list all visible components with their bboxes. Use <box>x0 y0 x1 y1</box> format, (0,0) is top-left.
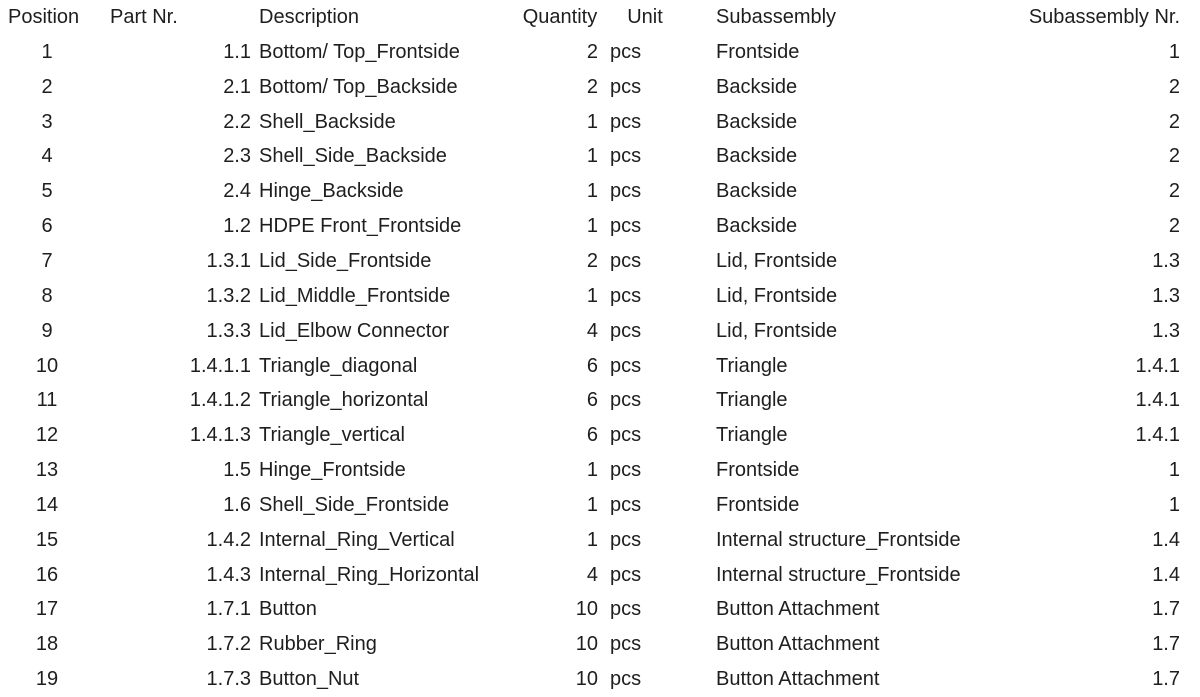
cell-subassembly: Lid, Frontside <box>716 249 838 272</box>
cell-part-nr: 2.2 <box>223 110 251 133</box>
cell-subassembly: Backside <box>716 180 798 203</box>
cell-unit: pcs <box>610 354 642 377</box>
cell-subassembly-nr: 1.7 <box>1152 668 1180 691</box>
cell-position: 8 <box>41 284 53 307</box>
cell-description: Hinge_Frontside <box>259 459 406 482</box>
cell-subassembly-nr: 1.4.1 <box>1135 354 1180 377</box>
table-row <box>0 139 1200 174</box>
cell-unit: pcs <box>610 145 642 168</box>
cell-description: Shell_Backside <box>259 110 396 133</box>
cell-subassembly: Triangle <box>716 354 788 377</box>
cell-description: Bottom/ Top_Frontside <box>259 40 460 63</box>
cell-position: 12 <box>35 424 59 447</box>
cell-position: 19 <box>35 668 59 691</box>
cell-subassembly: Lid, Frontside <box>716 319 838 342</box>
cell-subassembly: Triangle <box>716 424 788 447</box>
cell-part-nr: 1.4.1.3 <box>189 424 251 447</box>
cell-quantity: 2 <box>586 40 598 63</box>
cell-quantity: 10 <box>575 598 598 621</box>
cell-part-nr: 1.4.2 <box>206 528 251 551</box>
cell-part-nr: 2.3 <box>223 145 251 168</box>
cell-description: Lid_Side_Frontside <box>259 249 432 272</box>
cell-quantity: 1 <box>586 110 598 133</box>
table-row <box>0 418 1200 453</box>
cell-position: 5 <box>41 180 53 203</box>
cell-subassembly-nr: 1.7 <box>1152 598 1180 621</box>
cell-part-nr: 1.1 <box>223 40 251 63</box>
cell-unit: pcs <box>610 528 642 551</box>
cell-description: Internal_Ring_Vertical <box>259 528 455 551</box>
cell-subassembly-nr: 1.3 <box>1152 319 1180 342</box>
column-header-quantity: Quantity <box>522 6 598 28</box>
cell-description: Shell_Side_Frontside <box>259 493 450 516</box>
cell-position: 15 <box>35 528 59 551</box>
table-row <box>0 592 1200 627</box>
cell-quantity: 4 <box>586 563 598 586</box>
table-header-row <box>0 0 1200 35</box>
cell-subassembly: Frontside <box>716 40 800 63</box>
cell-position: 16 <box>35 563 59 586</box>
table-row <box>0 70 1200 105</box>
cell-unit: pcs <box>610 668 642 691</box>
cell-description: Shell_Side_Backside <box>259 145 447 168</box>
cell-position: 11 <box>36 389 58 412</box>
table-row <box>0 453 1200 488</box>
cell-description: Rubber_Ring <box>259 633 377 656</box>
cell-quantity: 1 <box>586 284 598 307</box>
cell-description: Lid_Middle_Frontside <box>259 284 451 307</box>
cell-description: Hinge_Backside <box>259 180 404 203</box>
cell-part-nr: 2.1 <box>223 75 251 98</box>
cell-subassembly: Internal structure_Frontside <box>716 563 961 586</box>
cell-description: HDPE Front_Frontside <box>259 215 462 238</box>
cell-unit: pcs <box>610 75 642 98</box>
cell-description: Internal_Ring_Horizontal <box>259 563 480 586</box>
cell-part-nr: 1.6 <box>223 493 251 516</box>
cell-quantity: 10 <box>575 633 598 656</box>
cell-position: 17 <box>35 598 59 621</box>
cell-subassembly: Internal structure_Frontside <box>716 528 961 551</box>
cell-quantity: 1 <box>586 180 598 203</box>
cell-subassembly-nr: 2 <box>1168 180 1180 203</box>
cell-unit: pcs <box>610 110 642 133</box>
cell-subassembly: Button Attachment <box>716 668 880 691</box>
cell-quantity: 2 <box>586 249 598 272</box>
cell-unit: pcs <box>610 40 642 63</box>
cell-subassembly: Backside <box>716 110 798 133</box>
cell-description: Bottom/ Top_Backside <box>259 75 458 98</box>
cell-unit: pcs <box>610 319 642 342</box>
cell-unit: pcs <box>610 389 642 412</box>
cell-subassembly-nr: 1.3 <box>1152 249 1180 272</box>
cell-part-nr: 1.5 <box>223 459 251 482</box>
cell-part-nr: 1.7.1 <box>206 598 251 621</box>
cell-subassembly: Backside <box>716 145 798 168</box>
cell-subassembly-nr: 1.4.1 <box>1135 424 1180 447</box>
cell-subassembly: Backside <box>716 75 798 98</box>
cell-part-nr: 1.2 <box>223 215 251 238</box>
table-row <box>0 209 1200 244</box>
cell-unit: pcs <box>610 249 642 272</box>
column-header-subassembly-nr: Subassembly Nr. <box>1028 6 1180 28</box>
cell-quantity: 4 <box>586 319 598 342</box>
cell-description: Triangle_vertical <box>259 424 405 447</box>
cell-part-nr: 1.3.1 <box>206 249 251 272</box>
cell-quantity: 2 <box>586 75 598 98</box>
cell-position: 1 <box>41 40 53 63</box>
cell-quantity: 1 <box>586 528 598 551</box>
cell-position: 14 <box>35 493 59 516</box>
cell-part-nr: 1.4.1.1 <box>189 354 251 377</box>
cell-unit: pcs <box>610 563 642 586</box>
cell-description: Button_Nut <box>259 668 360 691</box>
table-row <box>0 279 1200 314</box>
cell-subassembly: Frontside <box>716 493 800 516</box>
cell-position: 18 <box>35 633 59 656</box>
cell-part-nr: 1.7.3 <box>206 668 251 691</box>
cell-part-nr: 1.4.1.2 <box>189 389 251 412</box>
cell-position: 2 <box>41 75 53 98</box>
table-row <box>0 383 1200 418</box>
cell-description: Button <box>259 598 317 621</box>
column-header-position: Position <box>8 6 80 28</box>
cell-quantity: 1 <box>586 215 598 238</box>
cell-quantity: 1 <box>586 493 598 516</box>
column-header-description: Description <box>259 6 360 28</box>
cell-description: Triangle_horizontal <box>259 389 429 412</box>
table-row <box>0 558 1200 593</box>
cell-quantity: 6 <box>586 389 598 412</box>
cell-unit: pcs <box>610 459 642 482</box>
cell-quantity: 6 <box>586 354 598 377</box>
cell-subassembly: Backside <box>716 215 798 238</box>
cell-position: 9 <box>41 319 53 342</box>
cell-position: 13 <box>35 459 59 482</box>
cell-unit: pcs <box>610 284 642 307</box>
column-header-subassembly: Subassembly <box>716 6 837 28</box>
cell-quantity: 1 <box>586 145 598 168</box>
cell-part-nr: 1.3.3 <box>206 319 251 342</box>
cell-subassembly-nr: 2 <box>1168 145 1180 168</box>
table-row <box>0 488 1200 523</box>
cell-subassembly: Triangle <box>716 389 788 412</box>
cell-part-nr: 1.3.2 <box>206 284 251 307</box>
column-header-unit: Unit <box>627 6 663 28</box>
cell-position: 6 <box>41 215 53 238</box>
cell-subassembly-nr: 2 <box>1168 75 1180 98</box>
cell-unit: pcs <box>610 215 642 238</box>
cell-unit: pcs <box>610 180 642 203</box>
cell-subassembly-nr: 1 <box>1168 40 1180 63</box>
cell-part-nr: 2.4 <box>223 180 251 203</box>
cell-subassembly-nr: 1.7 <box>1152 633 1180 656</box>
cell-unit: pcs <box>610 493 642 516</box>
cell-description: Lid_Elbow Connector <box>259 319 450 342</box>
table-row <box>0 523 1200 558</box>
table-row <box>0 314 1200 349</box>
cell-subassembly: Frontside <box>716 459 800 482</box>
table-row <box>0 349 1200 384</box>
cell-subassembly-nr: 1.3 <box>1152 284 1180 307</box>
cell-subassembly-nr: 1.4.1 <box>1135 389 1180 412</box>
cell-subassembly-nr: 2 <box>1168 110 1180 133</box>
cell-subassembly-nr: 1 <box>1168 493 1180 516</box>
cell-position: 3 <box>41 110 53 133</box>
cell-part-nr: 1.7.2 <box>206 633 251 656</box>
cell-subassembly: Button Attachment <box>716 598 880 621</box>
table-row <box>0 244 1200 279</box>
table-row <box>0 35 1200 70</box>
cell-quantity: 1 <box>586 459 598 482</box>
cell-subassembly-nr: 1.4 <box>1152 563 1180 586</box>
cell-subassembly-nr: 1.4 <box>1152 528 1180 551</box>
cell-subassembly: Lid, Frontside <box>716 284 838 307</box>
cell-description: Triangle_diagonal <box>259 354 418 377</box>
cell-position: 10 <box>35 354 59 377</box>
cell-subassembly-nr: 1 <box>1168 459 1180 482</box>
column-header-part-nr: Part Nr. <box>110 6 178 28</box>
cell-subassembly-nr: 2 <box>1168 215 1180 238</box>
cell-position: 7 <box>41 249 53 272</box>
cell-unit: pcs <box>610 424 642 447</box>
cell-quantity: 6 <box>586 424 598 447</box>
cell-subassembly: Button Attachment <box>716 633 880 656</box>
cell-position: 4 <box>41 145 53 168</box>
cell-quantity: 10 <box>575 668 598 691</box>
table-row <box>0 627 1200 662</box>
cell-part-nr: 1.4.3 <box>206 563 251 586</box>
table-row <box>0 662 1200 697</box>
cell-unit: pcs <box>610 633 642 656</box>
table-row <box>0 105 1200 140</box>
cell-unit: pcs <box>610 598 642 621</box>
table-row <box>0 174 1200 209</box>
